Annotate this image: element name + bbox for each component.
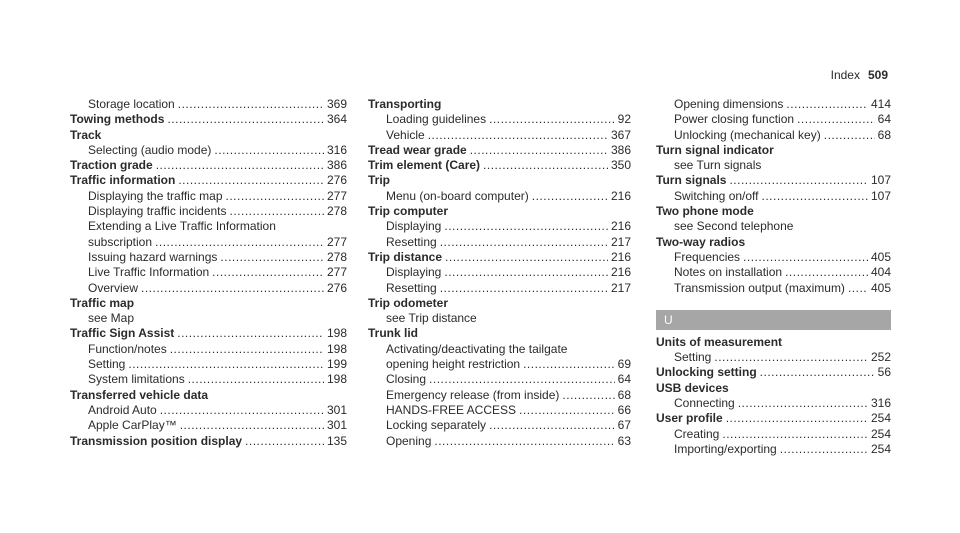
dot-leader: [429, 372, 615, 387]
entry-label: Setting: [88, 357, 126, 372]
dot-leader: [214, 143, 324, 158]
dot-leader: [797, 112, 875, 127]
page-reference: 414: [870, 97, 891, 111]
index-subentry: [656, 350, 891, 365]
dot-leader: [212, 265, 324, 280]
section-title: Index: [830, 68, 860, 82]
dot-leader: [785, 265, 868, 280]
entry-label: Resetting: [386, 234, 437, 249]
entry-label: Towing methods: [70, 112, 165, 127]
index-entry: [70, 434, 347, 449]
letter-section-bar: U: [656, 310, 891, 330]
page-reference: 107: [870, 188, 891, 203]
page-reference: 350: [610, 158, 631, 173]
index-group-t-continued: [656, 97, 891, 296]
dot-leader: [155, 235, 324, 250]
entry-label: Transmission position display: [70, 433, 243, 448]
index-subentry-text: see Turn signals: [674, 158, 762, 173]
entry-label: Storage location: [88, 97, 175, 111]
page-reference: 404: [870, 265, 891, 280]
entry-label: Setting: [674, 350, 712, 365]
dot-leader: [440, 235, 608, 250]
entry-label: Tread wear grade: [368, 142, 467, 157]
entry-label: Traction grade: [70, 158, 153, 173]
index-subentry: [656, 250, 891, 265]
dot-leader: [226, 189, 324, 204]
index-heading: Turn signal indicator: [656, 142, 774, 157]
dot-leader: [743, 250, 868, 265]
entry-label: Trip distance: [368, 249, 443, 264]
index-column-2: [368, 97, 631, 449]
page-reference: 254: [870, 411, 891, 426]
page-reference: 92: [617, 112, 631, 127]
entry-label: Android Auto: [88, 402, 157, 417]
index-subentry: [656, 128, 891, 143]
entry-label: Selecting (audio mode): [88, 142, 212, 157]
entry-label: Power closing function: [674, 112, 795, 127]
page-reference: 68: [617, 387, 631, 402]
entry-label: subscription: [88, 234, 153, 249]
dot-leader: [562, 388, 614, 403]
dot-leader: [780, 442, 868, 457]
dot-leader: [760, 365, 875, 380]
page-reference: 216: [610, 249, 631, 264]
dot-leader: [170, 342, 324, 357]
dot-leader: [489, 112, 615, 127]
page-reference: 276: [326, 173, 347, 188]
index-heading: USB devices: [656, 380, 729, 395]
page-reference: 316: [326, 142, 347, 157]
entry-label: Switching on/off: [674, 188, 759, 203]
index-subentry: [70, 189, 347, 204]
page-reference: 405: [870, 249, 891, 264]
entry-label: Opening dimensions: [674, 97, 784, 111]
index-entry: [368, 143, 631, 158]
page-reference: 217: [610, 280, 631, 295]
index-subentry: [656, 281, 891, 296]
entry-label: Unlocking setting: [656, 365, 757, 380]
dot-leader: [245, 434, 324, 449]
page-reference: 252: [870, 350, 891, 365]
index-subentry: [368, 235, 631, 250]
index-group-u: [656, 335, 891, 457]
page-reference: 254: [870, 426, 891, 441]
page-reference: 107: [870, 173, 891, 188]
index-subentry: [70, 143, 347, 158]
index-heading: Two phone mode: [656, 204, 754, 219]
page-reference: 276: [326, 280, 347, 295]
dot-leader: [729, 173, 868, 188]
page-reference: 278: [326, 249, 347, 264]
index-subentry: [70, 250, 347, 265]
entry-label: Connecting: [674, 396, 735, 411]
page-reference: 56: [877, 365, 891, 380]
index-heading: Trip: [368, 173, 391, 188]
dot-leader: [156, 158, 324, 173]
entry-label: Function/notes: [88, 341, 167, 356]
page-reference: 364: [326, 112, 347, 127]
index-heading: Transferred vehicle data: [70, 387, 209, 402]
entry-label: System limitations: [88, 372, 185, 387]
dot-leader: [445, 250, 608, 265]
entry-label: Turn signals: [656, 173, 727, 188]
index-subentry: [368, 372, 631, 387]
index-subentry: [368, 112, 631, 127]
index-entry: [368, 250, 631, 265]
dot-leader: [141, 281, 324, 296]
index-heading: Trunk lid: [368, 326, 419, 341]
entry-label: opening height restriction: [386, 357, 521, 372]
index-subentry: [70, 372, 347, 387]
entry-label: Opening: [386, 433, 432, 448]
dot-leader: [128, 357, 324, 372]
page-reference: 301: [326, 402, 347, 417]
index-subentry: [656, 189, 891, 204]
entry-label: Closing: [386, 372, 427, 387]
entry-label: Menu (on-board computer): [386, 188, 529, 203]
dot-leader: [230, 204, 324, 219]
index-subentry: [656, 265, 891, 280]
dot-leader: [440, 281, 608, 296]
index-heading: Track: [70, 127, 102, 142]
index-entry: [656, 173, 891, 188]
page-reference: 316: [870, 396, 891, 411]
entry-label: Frequencies: [674, 249, 741, 264]
index-subentry: [656, 97, 891, 112]
entry-label: Unlocking (mechanical key): [674, 127, 821, 142]
index-heading: Traffic map: [70, 295, 135, 310]
index-subentry: [70, 281, 347, 296]
dot-leader: [434, 434, 614, 449]
page-reference: 68: [877, 127, 891, 142]
dot-leader: [519, 403, 615, 418]
page-reference: 278: [326, 204, 347, 219]
index-subentry: [70, 97, 347, 112]
page-reference: 386: [326, 158, 347, 173]
index-entry: [70, 326, 347, 341]
index-entry: [70, 158, 347, 173]
index-subentry: [70, 235, 347, 250]
page-reference: 217: [610, 234, 631, 249]
index-subentry: [70, 265, 347, 280]
dot-leader: [762, 189, 868, 204]
page-reference: 198: [326, 341, 347, 356]
dot-leader: [738, 396, 868, 411]
page-reference: 277: [326, 234, 347, 249]
index-column-3: [656, 97, 891, 457]
dot-leader: [532, 189, 608, 204]
page-reference: 367: [610, 127, 631, 142]
index-subentry: [656, 427, 891, 442]
index-subentry: [368, 388, 631, 403]
index-heading: Trip odometer: [368, 295, 449, 310]
index-heading: Two-way radios: [656, 234, 746, 249]
dot-leader: [824, 128, 875, 143]
entry-label: Apple CarPlay™: [88, 418, 177, 433]
dot-leader: [160, 403, 324, 418]
page-reference: 216: [610, 219, 631, 234]
index-subentry: [368, 219, 631, 234]
dot-leader: [714, 350, 868, 365]
entry-label: Locking separately: [386, 418, 487, 433]
entry-label: Trim element (Care): [368, 158, 481, 173]
dot-leader: [444, 265, 608, 280]
dot-leader: [178, 173, 324, 188]
page-reference: 405: [870, 280, 891, 295]
index-subentry: [368, 281, 631, 296]
page-number: 509: [867, 68, 888, 82]
page-reference: 67: [617, 418, 631, 433]
dot-leader: [470, 143, 608, 158]
index-entry: [656, 365, 891, 380]
index-subentry: [368, 403, 631, 418]
entry-label: HANDS-FREE ACCESS: [386, 402, 517, 417]
index-subentry-text: Extending a Live Traffic Information: [88, 219, 276, 234]
index-subentry: [368, 434, 631, 449]
index-heading: Transporting: [368, 97, 442, 111]
index-subentry: [656, 396, 891, 411]
entry-label: Importing/exporting: [674, 441, 777, 456]
entry-label: Displaying: [386, 219, 442, 234]
entry-label: Live Traffic Information: [88, 265, 210, 280]
page-reference: 64: [877, 112, 891, 127]
index-subentry: [368, 357, 631, 372]
index-heading: Units of measurement: [656, 334, 783, 349]
index-entry: [70, 112, 347, 127]
index-subentry: [368, 189, 631, 204]
dot-leader: [523, 357, 615, 372]
page-reference: 254: [870, 441, 891, 456]
entry-label: Resetting: [386, 280, 437, 295]
index-subentry: [70, 357, 347, 372]
entry-label: Displaying: [386, 265, 442, 280]
dot-leader: [786, 97, 868, 112]
index-subentry: [656, 112, 891, 127]
entry-label: Traffic Sign Assist: [70, 326, 175, 341]
entry-label: Vehicle: [386, 127, 425, 142]
index-subentry: [70, 204, 347, 219]
index-subentry-text: see Map: [88, 311, 135, 326]
index-subentry: [70, 403, 347, 418]
index-subentry-text: see Second telephone: [674, 219, 794, 234]
index-subentry: [70, 342, 347, 357]
dot-leader: [848, 281, 868, 296]
dot-leader: [177, 326, 324, 341]
page-reference: 369: [326, 97, 347, 111]
index-column-1: [70, 97, 347, 449]
dot-leader: [188, 372, 324, 387]
index-subentry: [70, 418, 347, 433]
page-reference: 198: [326, 372, 347, 387]
entry-label: Displaying the traffic map: [88, 188, 223, 203]
index-subentry: [368, 418, 631, 433]
page-reference: 135: [326, 433, 347, 448]
entry-label: Notes on installation: [674, 265, 783, 280]
dot-leader: [428, 128, 608, 143]
page-reference: 199: [326, 357, 347, 372]
entry-label: Loading guidelines: [386, 112, 487, 127]
entry-label: Creating: [674, 426, 720, 441]
index-subentry-text: Activating/deactivating the tailgate: [386, 341, 568, 356]
page-reference: 301: [326, 418, 347, 433]
dot-leader: [178, 97, 324, 112]
page-reference: 216: [610, 265, 631, 280]
page-reference: 386: [610, 142, 631, 157]
page-reference: 216: [610, 188, 631, 203]
index-subentry-text: see Trip distance: [386, 311, 477, 326]
page-reference: 277: [326, 188, 347, 203]
index-subentry: [368, 265, 631, 280]
page-reference: 64: [617, 372, 631, 387]
entry-label: Traffic information: [70, 173, 176, 188]
entry-label: Emergency release (from inside): [386, 387, 560, 402]
page-reference: 277: [326, 265, 347, 280]
dot-leader: [489, 418, 615, 433]
entry-label: Displaying traffic incidents: [88, 204, 227, 219]
page-header: [831, 68, 888, 82]
index-subentry: [368, 128, 631, 143]
entry-label: Transmission output (maximum): [674, 280, 845, 295]
index-heading: Trip computer: [368, 204, 449, 219]
dot-leader: [167, 112, 324, 127]
page-reference: 66: [617, 402, 631, 417]
index-entry: [368, 158, 631, 173]
index-entry: [656, 411, 891, 426]
page-reference: 69: [617, 357, 631, 372]
dot-leader: [444, 219, 608, 234]
dot-leader: [220, 250, 324, 265]
dot-leader: [722, 427, 868, 442]
dot-leader: [180, 418, 324, 433]
index-subentry: [656, 442, 891, 457]
index-entry: [70, 173, 347, 188]
entry-label: User profile: [656, 411, 723, 426]
page-reference: 198: [326, 326, 347, 341]
page-reference: 63: [617, 433, 631, 448]
dot-leader: [726, 411, 868, 426]
dot-leader: [483, 158, 608, 173]
entry-label: Issuing hazard warnings: [88, 249, 218, 264]
entry-label: Overview: [88, 280, 139, 295]
